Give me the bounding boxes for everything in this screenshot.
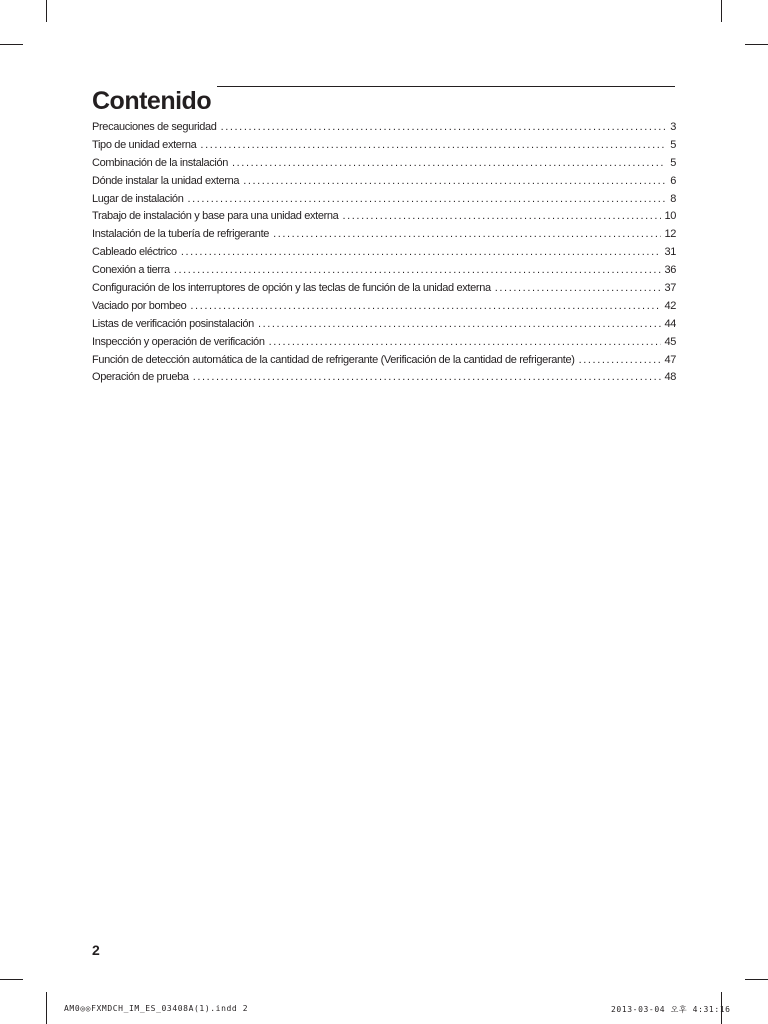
- toc-entry-page: 31: [664, 246, 676, 259]
- toc-entry[interactable]: [92, 371, 676, 389]
- toc-leader-dots: [342, 210, 661, 222]
- print-slug-filename: AM0◎◎FXMDCH_IM_ES_03408A(1).indd 2: [64, 1004, 249, 1013]
- print-slug-timestamp: 2013-03-04 오후 4:31:16: [611, 1005, 731, 1014]
- toc-entry[interactable]: [92, 121, 676, 139]
- toc-entry-page: 37: [664, 282, 676, 295]
- toc-entry-label: Configuración de los interruptores de opción y las teclas de función de la unidad externa: [92, 282, 491, 295]
- toc-entry-label: Listas de verificación posinstalación: [92, 317, 254, 330]
- toc-entry-label: Combinación de la instalación: [92, 156, 228, 169]
- toc-entry-label: Instalación de la tubería de refrigerante: [92, 228, 270, 241]
- toc-entry-page: 3: [670, 121, 676, 133]
- toc-entry-page: 5: [670, 138, 676, 151]
- toc-entry-label: Operación de prueba: [92, 371, 189, 384]
- toc-entry[interactable]: [92, 228, 676, 246]
- toc-entry[interactable]: [92, 157, 676, 175]
- crop-mark-top-left-horizontal: [0, 44, 23, 45]
- toc-entry[interactable]: [92, 175, 676, 193]
- toc-entry-page: 47: [664, 353, 676, 366]
- toc-entry-label: Tipo de unidad externa: [92, 138, 197, 151]
- toc-entry[interactable]: [92, 246, 676, 264]
- toc-leader-dots: [187, 193, 666, 205]
- toc-leader-dots: [273, 228, 661, 240]
- toc-leader-dots: [579, 354, 662, 366]
- toc-leader-dots: [258, 318, 662, 330]
- toc-entry-label: Trabajo de instalación y base para una unidad externa: [92, 210, 339, 223]
- toc-entry-page: 10: [664, 210, 676, 223]
- crop-mark-top-right: [721, 0, 722, 22]
- toc-entry[interactable]: [92, 264, 676, 282]
- toc-leader-dots: [190, 300, 661, 312]
- toc-entry[interactable]: [92, 282, 676, 300]
- table-of-contents: [92, 121, 676, 389]
- crop-mark-bottom-left: [46, 992, 47, 1024]
- toc-leader-dots: [243, 175, 666, 187]
- page-number: 2: [92, 942, 100, 958]
- crop-mark-bottom-left-horizontal: [0, 979, 23, 980]
- toc-entry-label: Cableado eléctrico: [92, 246, 177, 259]
- toc-leader-dots: [495, 282, 662, 294]
- toc-entry[interactable]: [92, 354, 676, 372]
- page-title: Contenido: [92, 87, 212, 115]
- toc-entry[interactable]: [92, 210, 676, 228]
- crop-mark-top-right-horizontal: [745, 44, 768, 45]
- toc-leader-dots: [221, 121, 666, 133]
- toc-entry-page: 8: [670, 192, 676, 205]
- toc-entry-page: 44: [664, 317, 676, 330]
- toc-leader-dots: [174, 264, 662, 276]
- toc-leader-dots: [200, 139, 666, 151]
- title-rule: [217, 86, 675, 87]
- toc-entry-page: 36: [664, 264, 676, 277]
- toc-entry-label: Lugar de instalación: [92, 192, 184, 205]
- toc-leader-dots: [193, 371, 662, 383]
- toc-entry[interactable]: [92, 336, 676, 354]
- toc-leader-dots: [181, 246, 662, 258]
- toc-entry-label: Dónde instalar la unidad externa: [92, 174, 240, 187]
- toc-leader-dots: [269, 336, 662, 348]
- toc-entry[interactable]: [92, 300, 676, 318]
- toc-entry[interactable]: [92, 139, 676, 157]
- crop-mark-bottom-right-horizontal: [745, 979, 768, 980]
- toc-entry[interactable]: [92, 193, 676, 211]
- toc-entry-label: Inspección y operación de verificación: [92, 335, 265, 348]
- toc-entry-page: 6: [670, 174, 676, 187]
- toc-entry-page: 42: [664, 299, 676, 312]
- crop-mark-top-left: [46, 0, 47, 22]
- toc-entry[interactable]: [92, 318, 676, 336]
- toc-entry-page: 48: [664, 371, 676, 384]
- toc-entry-page: 12: [664, 228, 676, 241]
- toc-entry-label: Conexión a tierra: [92, 264, 170, 277]
- toc-entry-page: 5: [670, 156, 676, 169]
- toc-leader-dots: [232, 157, 666, 169]
- toc-entry-label: Precauciones de seguridad: [92, 121, 217, 133]
- toc-entry-label: Función de detección automática de la cantidad de refrigerante (Verificación de la cantidad de refrigerante): [92, 353, 575, 366]
- toc-entry-page: 45: [664, 335, 676, 348]
- toc-entry-label: Vaciado por bombeo: [92, 299, 187, 312]
